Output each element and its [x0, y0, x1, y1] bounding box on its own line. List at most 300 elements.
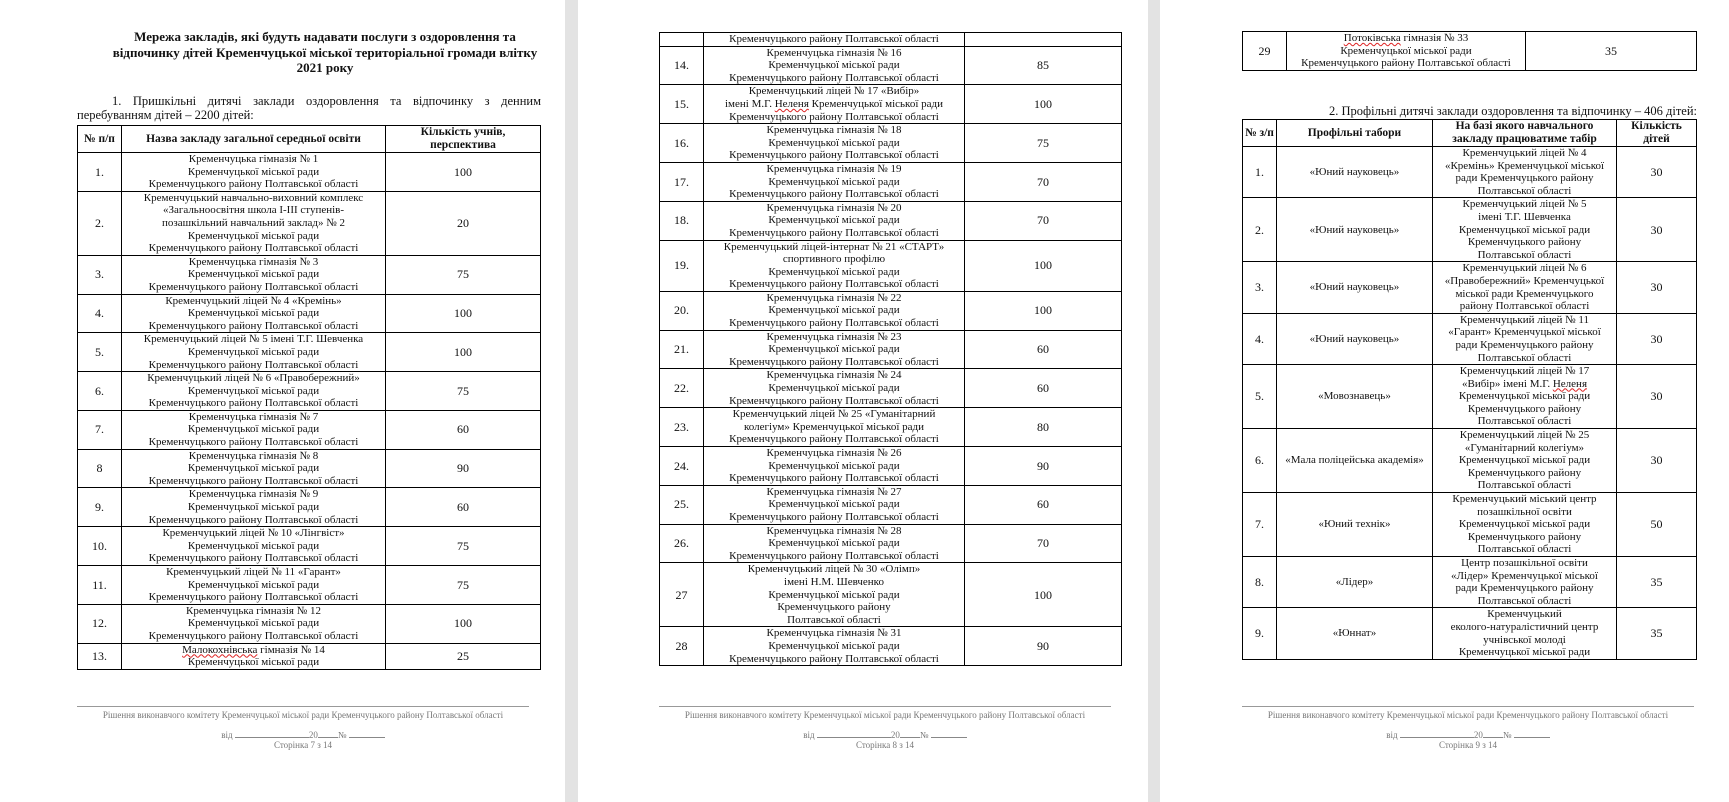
- school-name: [704, 291, 965, 330]
- cell-line: Кременчуцького району Полтавської області: [729, 394, 939, 407]
- cell-line: Кременчуцької міської ради: [1458, 454, 1591, 467]
- profile-camps-table: [1242, 119, 1697, 660]
- cell-line: Кременчуцького району Полтавської області: [729, 149, 939, 162]
- row-number: 29: [1243, 32, 1287, 71]
- row-number: 2.: [1243, 198, 1277, 262]
- cell-line: спортивного профілю: [782, 253, 886, 266]
- row-number: 15.: [660, 85, 704, 124]
- cell-line: Кременчуцький ліцей № 17: [1459, 365, 1590, 378]
- camp-name: «Юний науковець»: [1277, 198, 1433, 262]
- cell-line: Кременчуцька гімназія № 9: [188, 488, 319, 501]
- footer-date-line: [1242, 728, 1694, 740]
- cell-line: Кременчуцької міської ради: [768, 537, 900, 550]
- table-row: [1243, 313, 1697, 364]
- spellcheck-flag: Неленя: [774, 97, 809, 110]
- table-row: [660, 369, 1122, 408]
- cell-line: Кременчуцької міської ради: [768, 175, 900, 188]
- student-count: 90: [965, 447, 1122, 486]
- cell-line: Кременчуцької міської ради: [768, 265, 900, 278]
- table-row: [78, 255, 541, 294]
- table-row: [660, 85, 1122, 124]
- cell-line: Кременчуцького району Полтавської області: [729, 278, 939, 291]
- cell-line: Кременчуцької міської ради: [768, 136, 900, 149]
- table-row: [78, 191, 541, 255]
- school-name: [704, 408, 965, 447]
- document-page-7: [0, 0, 565, 802]
- cell-line: еколого-натуралістичний центр: [1450, 620, 1599, 633]
- cell-line: Кременчуцького району Полтавської області: [729, 71, 939, 84]
- student-count: 60: [965, 485, 1122, 524]
- table-row: [660, 46, 1122, 85]
- spellcheck-flag: Малокохнівська: [182, 643, 258, 656]
- camp-name: «Мовознавець»: [1277, 365, 1433, 429]
- row-number: 17.: [660, 162, 704, 201]
- student-count: 60: [386, 410, 541, 449]
- student-count: 30: [1617, 313, 1697, 364]
- table-row: [78, 604, 541, 643]
- school-name: [122, 527, 386, 566]
- table-row: [660, 124, 1122, 163]
- cell-line: Кременчуцький ліцей № 6 «Правобережний»: [147, 372, 360, 385]
- base-school: [1433, 147, 1617, 198]
- page-footer: [1242, 706, 1694, 750]
- cell-line: Кременчуцького району Полтавської області: [148, 319, 359, 332]
- base-school: [1433, 557, 1617, 608]
- table-row: [660, 485, 1122, 524]
- school-name: [122, 449, 386, 488]
- cell-line: учнівської молоді: [1483, 633, 1566, 646]
- student-count: 75: [386, 566, 541, 605]
- camp-name: «Юний науковець»: [1277, 147, 1433, 198]
- cell-line: Кременчуцького району Полтавської області: [148, 591, 359, 604]
- spellcheck-flag: Потоківська: [1343, 32, 1401, 44]
- cell-line: Кременчуцької міської ради: [187, 656, 320, 669]
- cell-line: Кременчуцького району Полтавської області: [729, 510, 939, 523]
- cell-line: Кременчуцький ліцей № 4 «Кремінь»: [165, 294, 342, 307]
- row-number: 26.: [660, 524, 704, 563]
- student-count: 20: [386, 191, 541, 255]
- student-count: 100: [386, 604, 541, 643]
- row-number: 27: [660, 563, 704, 627]
- student-count: 85: [965, 46, 1122, 85]
- footer-from-label: від: [1386, 730, 1398, 740]
- cell-line: Кременчуцького району: [1467, 402, 1582, 415]
- row-number: 10.: [78, 527, 122, 566]
- table-row: [78, 643, 541, 669]
- header-base-school: На базі якого навчального закладу працюватиме табір: [1433, 120, 1617, 147]
- row-number: 5.: [1243, 365, 1277, 429]
- cell-line: Потоківська гімназія № 33: [1343, 32, 1469, 44]
- cell-line: Кременчуцького району Полтавської області: [729, 472, 939, 485]
- row-number: 20.: [660, 291, 704, 330]
- cell-line: Кременчуцького району Полтавської області: [148, 629, 359, 642]
- school-name: [704, 485, 965, 524]
- row-number: 8: [78, 449, 122, 488]
- school-name: [122, 191, 386, 255]
- table-row: [1243, 262, 1697, 313]
- cell-line: Кременчуцька гімназія № 12: [186, 604, 321, 617]
- cell-line: Кременчуцької міської ради: [187, 578, 320, 591]
- cell-line: Кременчуцька гімназія № 16: [766, 46, 902, 59]
- student-count: 100: [965, 291, 1122, 330]
- row-number: 4.: [78, 294, 122, 333]
- cell-line: Кременчуцька гімназія № 22: [766, 291, 902, 304]
- cell-line: Кременчуцька гімназія № 20: [766, 201, 902, 214]
- row-number: 11.: [78, 566, 122, 605]
- cell-line: Кременчуцька гімназія № 1: [188, 153, 319, 165]
- cell-line: Кременчуцького району: [1467, 530, 1582, 543]
- table-row: [78, 566, 541, 605]
- cell-line: Полтавської області: [787, 613, 881, 626]
- table-row: [1243, 147, 1697, 198]
- cell-line: Кременчуцький ліцей № 11: [1459, 313, 1590, 326]
- cell-line: Кременчуцької міської ради: [768, 304, 900, 317]
- row-number: 9.: [1243, 608, 1277, 659]
- cell-line: Кременчуцького району Полтавської області: [729, 652, 939, 665]
- page-footer: [77, 706, 529, 750]
- cell-line: Кременчуцької міської ради: [187, 501, 320, 514]
- cell-line: Кременчуцького району: [1467, 236, 1582, 249]
- table-row: [660, 291, 1122, 330]
- student-count: 60: [965, 330, 1122, 369]
- cell-line: Кременчуцької міської ради: [768, 59, 900, 72]
- student-count: 30: [1617, 262, 1697, 313]
- table-row: [660, 408, 1122, 447]
- cell-line: «Загальноосвітня школа І-ІІІ ступенів-: [162, 204, 345, 217]
- cell-line: Кременчуцького району Полтавської області: [729, 433, 939, 446]
- cell-line: імені Т.Г. Шевченка: [1478, 210, 1571, 223]
- cell-line: Кременчуцька гімназія № 24: [766, 369, 902, 382]
- table-row: [1243, 198, 1697, 262]
- school-name: [122, 604, 386, 643]
- row-number: 25.: [660, 485, 704, 524]
- row-number: 6.: [78, 372, 122, 411]
- row-number: 22.: [660, 369, 704, 408]
- cell-line: Кременчуцької міської ради: [1458, 390, 1591, 403]
- table-row: [660, 162, 1122, 201]
- continuation-number: [660, 33, 704, 47]
- school-name: [122, 410, 386, 449]
- cell-line: Полтавської області: [1477, 543, 1572, 556]
- header-number: № з/п: [1243, 120, 1277, 147]
- cell-line: Кременчуцької міської ради: [768, 639, 900, 652]
- table-row: [1243, 32, 1697, 71]
- school-name: [704, 85, 965, 124]
- cell-line: Кременчуцька гімназія № 19: [766, 162, 902, 175]
- cell-line: «Правобережний» Кременчуцької: [1444, 274, 1605, 287]
- cell-line: Малокохнівська гімназія № 14: [182, 643, 325, 656]
- cell-line: Кременчуцької міської ради: [187, 307, 320, 320]
- base-school: [1433, 262, 1617, 313]
- student-count: 75: [386, 372, 541, 411]
- cell-line: Кременчуцького району: [777, 601, 891, 614]
- school-name: [704, 369, 965, 408]
- table-row: [1243, 608, 1697, 659]
- cell-line: Кременчуцький міський центр: [1452, 493, 1597, 506]
- camp-name: «Юннат»: [1277, 608, 1433, 659]
- student-count: 60: [965, 369, 1122, 408]
- cell-line: ради Кременчуцького району: [1455, 172, 1594, 185]
- cell-line: позашкільний навчальний заклад» № 2: [162, 216, 345, 229]
- section-1-heading: 1. Пришкільні дитячі заклади оздоровлення та відпочинку з денним перебуванням дітей – 2200 дітей:: [77, 94, 541, 122]
- student-count: 35: [1617, 557, 1697, 608]
- row-number: 23.: [660, 408, 704, 447]
- cell-line: Кременчуцька гімназія № 23: [766, 330, 902, 343]
- row-number: 13.: [78, 643, 122, 669]
- cell-line: Кременчуцька гімназія № 26: [766, 447, 902, 459]
- continuation-count: [965, 33, 1122, 47]
- cell-line: Кременчуцької міської ради: [187, 423, 320, 436]
- student-count: 70: [965, 162, 1122, 201]
- cell-line: Кременчуцький ліцей № 25 «Гуманітарний: [732, 408, 936, 421]
- continuation-text: Кременчуцького району Полтавської області: [704, 33, 965, 47]
- cell-line: імені Н.М. Шевченко: [784, 575, 884, 588]
- student-count: 75: [965, 124, 1122, 163]
- row-number: 2.: [78, 191, 122, 255]
- footer-year: 20: [1473, 730, 1483, 740]
- row-number: 9.: [78, 488, 122, 527]
- table-row: [660, 330, 1122, 369]
- school-name: [704, 524, 965, 563]
- student-count: 75: [386, 255, 541, 294]
- cell-line: Кременчуцький ліцей № 11 «Гарант»: [166, 566, 341, 578]
- cell-line: Полтавської області: [1477, 594, 1572, 607]
- cell-line: Кременчуцької міської ради: [1458, 646, 1591, 659]
- base-school: [1433, 493, 1617, 557]
- header-student-count: Кількість учнів, перспектива: [386, 126, 541, 153]
- row-number: 7.: [1243, 493, 1277, 557]
- student-count: 30: [1617, 429, 1697, 493]
- footer-number-sign: №: [337, 730, 347, 740]
- school-name: [704, 447, 965, 486]
- row-number: 24.: [660, 447, 704, 486]
- footer-year: 20: [890, 730, 900, 740]
- base-school: [1433, 429, 1617, 493]
- page-footer: [659, 706, 1111, 750]
- student-count: 100: [386, 333, 541, 372]
- cell-line: Кременчуцької міської ради: [187, 229, 320, 242]
- cell-line: Кременчуцького району Полтавської області: [148, 436, 359, 449]
- cell-line: Кременчуцької міської ради: [1458, 223, 1591, 236]
- cell-line: Кременчуцька гімназія № 8: [188, 449, 319, 462]
- cell-line: Кременчуцької міської ради: [768, 588, 900, 601]
- row-number: 1.: [1243, 147, 1277, 198]
- cell-line: району Полтавської області: [1459, 300, 1590, 313]
- school-name: [704, 330, 965, 369]
- cell-line: Кременчуцький ліцей № 25: [1459, 429, 1590, 442]
- cell-line: «Кремінь» Кременчуцької міської: [1444, 159, 1605, 172]
- student-count: 90: [386, 449, 541, 488]
- document-title: Мережа закладів, які будуть надавати послуги з оздоровлення та відпочинку дітей Кременчуцької міської територіальної громади влітку 2021 року: [112, 29, 538, 75]
- cell-line: Кременчуцький навчально-виховний комплекс: [143, 191, 364, 204]
- school-name: [704, 627, 965, 666]
- school-name: [122, 333, 386, 372]
- school-name: [704, 240, 965, 291]
- student-count: 75: [386, 527, 541, 566]
- student-count: 60: [386, 488, 541, 527]
- header-number: № п/п: [78, 126, 122, 153]
- table-row: [78, 527, 541, 566]
- footer-decision: Рішення виконавчого комітету Кременчуцької міської ради Кременчуцького району Полтавської області: [102, 710, 504, 720]
- cell-line: Кременчуцької міської ради: [768, 343, 900, 356]
- school-name: [122, 566, 386, 605]
- student-count: 30: [1617, 147, 1697, 198]
- school-name: [704, 46, 965, 85]
- cell-line: Кременчуцького району Полтавської області: [148, 280, 359, 293]
- cell-line: Кременчуцької міської ради: [187, 462, 320, 475]
- section-2-heading: 2. Профільні дитячі заклади оздоровлення та відпочинку – 406 дітей:: [1328, 104, 1697, 118]
- row-number: 28: [660, 627, 704, 666]
- cell-line: Центр позашкільної освіти: [1461, 557, 1588, 569]
- student-count: 100: [386, 153, 541, 192]
- cell-line: «Вибір» імені М.Г. Неленя: [1461, 377, 1588, 390]
- school-name: [122, 255, 386, 294]
- school-name: [704, 201, 965, 240]
- document-page-8: [578, 0, 1148, 802]
- table-row: [1243, 493, 1697, 557]
- school-name: [704, 563, 965, 627]
- header-school-name: Назва закладу загальної середньої освіти: [122, 126, 386, 153]
- page-number: Сторінка 7 з 14: [273, 740, 333, 750]
- cell-line: Кременчуцька гімназія № 18: [766, 124, 902, 137]
- school-name: [704, 162, 965, 201]
- cell-line: Кременчуцької міської ради: [187, 345, 320, 358]
- student-count: 90: [965, 627, 1122, 666]
- student-count: 70: [965, 201, 1122, 240]
- row-number: 7.: [78, 410, 122, 449]
- cell-line: Кременчуцький: [1487, 608, 1562, 621]
- camp-name: «Лідер»: [1277, 557, 1433, 608]
- cell-line: Кременчуцького району Полтавської області: [148, 242, 359, 255]
- table-row: [78, 372, 541, 411]
- row-number: 8.: [1243, 557, 1277, 608]
- cell-line: Кременчуцької міської ради: [1340, 44, 1472, 57]
- cell-line: Полтавської області: [1477, 184, 1572, 197]
- table-row: [660, 201, 1122, 240]
- table-row: [660, 524, 1122, 563]
- cell-line: Кременчуцької міської ради: [1458, 518, 1591, 531]
- footer-date-line: [659, 728, 1111, 740]
- cell-line: Кременчуцького району Полтавської області: [729, 110, 939, 123]
- table-row: [660, 447, 1122, 486]
- row-number: 3.: [1243, 262, 1277, 313]
- student-count: 30: [1617, 365, 1697, 429]
- footer-from-label: від: [803, 730, 815, 740]
- cell-line: Кременчуцький ліцей № 10 «Лінгвіст»: [162, 527, 345, 540]
- table-row: [1243, 365, 1697, 429]
- cell-line: Кременчуцького району Полтавської області: [729, 355, 939, 368]
- cell-line: Кременчуцький ліцей № 17 «Вибір»: [748, 85, 920, 98]
- student-count: 30: [1617, 198, 1697, 262]
- cell-line: Полтавської області: [1477, 415, 1572, 428]
- cell-line: міської ради Кременчуцького: [1455, 287, 1594, 300]
- table-row: [78, 449, 541, 488]
- cell-line: Полтавської області: [1477, 351, 1572, 364]
- cell-line: Кременчуцький ліцей № 4: [1462, 147, 1587, 159]
- cell-line: Кременчуцької міської ради: [768, 382, 900, 395]
- cell-line: Кременчуцької міської ради: [187, 617, 320, 630]
- base-school: [1433, 198, 1617, 262]
- table-row: [78, 294, 541, 333]
- table-row: [78, 333, 541, 372]
- footer-from-label: від: [221, 730, 233, 740]
- cell-line: «Гарант» Кременчуцької міської: [1448, 326, 1601, 339]
- day-camps-table: [77, 125, 541, 670]
- table-row: [1243, 429, 1697, 493]
- cell-line: Кременчуцького району Полтавської області: [148, 513, 359, 526]
- table-row: [78, 153, 541, 192]
- cell-line: «Лідер» Кременчуцької міської: [1451, 569, 1598, 582]
- cell-line: Кременчуцький ліцей № 6: [1462, 262, 1587, 275]
- cell-line: Кременчуцька гімназія № 7: [188, 410, 319, 423]
- student-count: 35: [1526, 32, 1697, 71]
- row-number: 21.: [660, 330, 704, 369]
- cell-line: Кременчуцького району Полтавської області: [729, 549, 939, 562]
- cell-line: Кременчуцької міської ради: [768, 459, 900, 472]
- table-row: [78, 410, 541, 449]
- table-row: [78, 488, 541, 527]
- cell-line: Кременчуцького району Полтавської області: [1301, 57, 1511, 70]
- cell-line: Кременчуцької міської ради: [187, 384, 320, 397]
- cell-line: Кременчуцький ліцей № 5 імені Т.Г. Шевченка: [143, 333, 364, 346]
- day-camps-table-end: [1242, 31, 1697, 71]
- cell-line: Кременчуцької міської ради: [187, 165, 320, 178]
- header-children-count: Кількість дітей: [1617, 120, 1697, 147]
- cell-line: імені М.Г. Неленя Кременчуцької міської ради: [724, 97, 943, 110]
- row-number: 18.: [660, 201, 704, 240]
- school-name: [704, 124, 965, 163]
- row-number: 5.: [78, 333, 122, 372]
- school-name: [122, 488, 386, 527]
- student-count: 100: [965, 240, 1122, 291]
- row-number: 19.: [660, 240, 704, 291]
- base-school: [1433, 313, 1617, 364]
- cell-line: Кременчуцька гімназія № 3: [188, 255, 319, 268]
- camp-name: «Юний технік»: [1277, 493, 1433, 557]
- cell-line: ради Кременчуцького району: [1455, 582, 1594, 595]
- student-count: 50: [1617, 493, 1697, 557]
- footer-decision: Рішення виконавчого комітету Кременчуцької міської ради Кременчуцького району Полтавської області: [1267, 710, 1669, 720]
- footer-date-line: [77, 728, 529, 740]
- row-number: 16.: [660, 124, 704, 163]
- table-row: [1243, 557, 1697, 608]
- cell-line: ради Кременчуцького району: [1455, 338, 1594, 351]
- cell-line: Кременчуцького району Полтавської області: [148, 178, 359, 191]
- camp-name: «Юний науковець»: [1277, 313, 1433, 364]
- student-count: 100: [386, 294, 541, 333]
- school-name: [1287, 32, 1526, 71]
- student-count: 80: [965, 408, 1122, 447]
- cell-line: Кременчуцький ліцей № 5: [1462, 198, 1587, 211]
- row-number: 1.: [78, 153, 122, 192]
- cell-line: Кременчуцького району Полтавської області: [729, 317, 939, 330]
- row-number: 3.: [78, 255, 122, 294]
- footer-number-sign: №: [919, 730, 929, 740]
- footer-year: 20: [308, 730, 318, 740]
- camp-name: «Юний науковець»: [1277, 262, 1433, 313]
- cell-line: Кременчуцької міської ради: [768, 214, 900, 227]
- cell-line: Кременчуцького району Полтавської області: [729, 188, 939, 201]
- cell-line: Кременчуцького району Полтавської області: [148, 358, 359, 371]
- cell-line: Кременчуцька гімназія № 28: [766, 524, 902, 537]
- row-number: 14.: [660, 46, 704, 85]
- student-count: 100: [965, 563, 1122, 627]
- cell-line: Кременчуцького району Полтавської області: [148, 397, 359, 410]
- school-name: [122, 643, 386, 669]
- base-school: [1433, 365, 1617, 429]
- cell-line: «Гуманітарний колегіум»: [1464, 441, 1585, 454]
- cell-line: Кременчуцька гімназія № 31: [766, 627, 902, 640]
